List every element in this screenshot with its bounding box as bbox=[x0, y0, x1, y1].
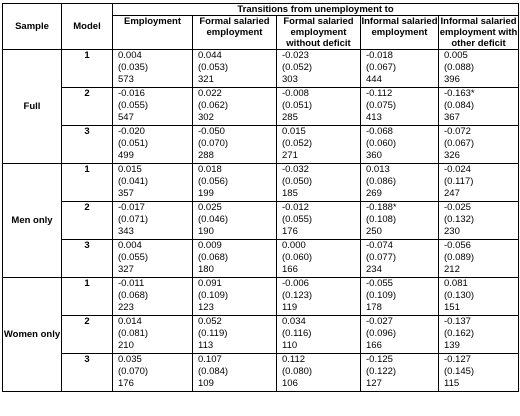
observations: 127 bbox=[366, 378, 382, 389]
coefficient: 0.107 bbox=[198, 354, 222, 365]
standard-error: (0.081) bbox=[118, 328, 149, 339]
standard-error: (0.116) bbox=[282, 328, 312, 339]
coefficient: -0.055 bbox=[366, 278, 393, 289]
coefficient: 0.022 bbox=[198, 88, 222, 99]
model-label: 3 bbox=[84, 126, 90, 137]
observations: 327 bbox=[118, 264, 134, 275]
observations: 113 bbox=[198, 340, 214, 351]
coefficient: 0.015 bbox=[282, 126, 306, 137]
standard-error: (0.077) bbox=[366, 252, 397, 263]
estimate-cell bbox=[361, 126, 439, 164]
estimate-cell bbox=[439, 354, 519, 392]
estimate-cell bbox=[361, 88, 439, 126]
observations: 444 bbox=[366, 74, 382, 85]
observations: 247 bbox=[444, 188, 460, 199]
observations: 212 bbox=[444, 264, 460, 275]
estimate-cell bbox=[361, 50, 439, 88]
observations: 123 bbox=[198, 302, 214, 313]
coefficient: -0.112 bbox=[366, 88, 393, 99]
model-number bbox=[62, 316, 113, 354]
observations: 326 bbox=[444, 150, 460, 161]
col-header-informal: Informal salaried employment bbox=[361, 16, 439, 50]
col-header-formal: Formal salaried employment bbox=[193, 16, 277, 50]
model-number bbox=[62, 88, 113, 126]
observations: 547 bbox=[118, 112, 134, 123]
estimate-cell bbox=[439, 202, 519, 240]
observations: 176 bbox=[118, 378, 134, 389]
observations: 166 bbox=[282, 264, 298, 275]
standard-error: (0.109) bbox=[366, 290, 397, 301]
model-header: Model bbox=[62, 4, 113, 50]
col-header-employment: Employment bbox=[113, 16, 193, 50]
estimate-cell bbox=[113, 202, 193, 240]
table-row bbox=[3, 164, 519, 202]
estimate-cell bbox=[439, 164, 519, 202]
observations: 223 bbox=[118, 302, 134, 313]
table-row bbox=[3, 126, 519, 164]
observations: 288 bbox=[198, 150, 214, 161]
standard-error: (0.088) bbox=[444, 62, 475, 73]
observations: 110 bbox=[282, 340, 298, 351]
estimate-cell bbox=[113, 88, 193, 126]
coefficient: -0.018 bbox=[366, 50, 393, 61]
coefficient: -0.024 bbox=[444, 164, 471, 175]
observations: 166 bbox=[366, 340, 382, 351]
standard-error: (0.070) bbox=[118, 366, 149, 377]
standard-error: (0.067) bbox=[444, 138, 475, 149]
coefficient: 0.009 bbox=[198, 240, 222, 251]
sample-header: Sample bbox=[3, 4, 62, 50]
model-number bbox=[62, 202, 113, 240]
standard-error: (0.070) bbox=[198, 138, 229, 149]
observations: 199 bbox=[198, 188, 214, 199]
standard-error: (0.050) bbox=[282, 176, 313, 187]
standard-error: (0.056) bbox=[198, 176, 229, 187]
estimate-cell bbox=[113, 164, 193, 202]
coefficient: 0.091 bbox=[198, 278, 222, 289]
coefficient: -0.027 bbox=[366, 316, 393, 327]
coefficient: -0.050 bbox=[198, 126, 225, 137]
coefficient: 0.013 bbox=[366, 164, 390, 175]
estimate-cell bbox=[277, 354, 361, 392]
estimate-cell bbox=[277, 164, 361, 202]
observations: 573 bbox=[118, 74, 134, 85]
observations: 185 bbox=[282, 188, 298, 199]
standard-error: (0.052) bbox=[282, 138, 313, 149]
observations: 302 bbox=[198, 112, 214, 123]
coefficient: 0.044 bbox=[198, 50, 222, 61]
model-number bbox=[62, 354, 113, 392]
estimate-cell bbox=[277, 278, 361, 316]
estimate-cell bbox=[113, 278, 193, 316]
estimate-cell bbox=[193, 278, 277, 316]
standard-error: (0.051) bbox=[118, 138, 149, 149]
observations: 269 bbox=[366, 188, 382, 199]
model-number bbox=[62, 278, 113, 316]
table-row bbox=[3, 50, 519, 88]
table-row bbox=[3, 316, 519, 354]
observations: 360 bbox=[366, 150, 382, 161]
standard-error: (0.145) bbox=[444, 366, 475, 377]
table-row bbox=[3, 240, 519, 278]
observations: 250 bbox=[366, 226, 382, 237]
observations: 180 bbox=[198, 264, 214, 275]
coefficient: -0.006 bbox=[282, 278, 309, 289]
estimate-cell bbox=[439, 88, 519, 126]
col-header-formal-no-deficit: Formal salaried employment without deficit bbox=[277, 16, 361, 50]
coefficient: 0.034 bbox=[282, 316, 306, 327]
standard-error: (0.117) bbox=[444, 176, 474, 187]
standard-error: (0.080) bbox=[282, 366, 313, 377]
estimate-cell bbox=[113, 316, 193, 354]
observations: 234 bbox=[366, 264, 382, 275]
observations: 367 bbox=[444, 112, 460, 123]
standard-error: (0.055) bbox=[118, 100, 149, 111]
estimate-cell bbox=[193, 202, 277, 240]
model-number bbox=[62, 126, 113, 164]
estimate-cell bbox=[439, 278, 519, 316]
observations: 285 bbox=[282, 112, 298, 123]
model-label: 1 bbox=[84, 50, 90, 61]
estimate-cell bbox=[361, 278, 439, 316]
observations: 271 bbox=[282, 150, 298, 161]
standard-error: (0.060) bbox=[366, 138, 397, 149]
standard-error: (0.130) bbox=[444, 290, 475, 301]
estimate-cell bbox=[113, 354, 193, 392]
standard-error: (0.075) bbox=[366, 100, 397, 111]
standard-error: (0.123) bbox=[282, 290, 313, 301]
standard-error: (0.119) bbox=[198, 328, 228, 339]
coefficient: -0.032 bbox=[282, 164, 309, 175]
estimate-cell bbox=[361, 202, 439, 240]
coefficient: -0.163* bbox=[444, 88, 475, 99]
standard-error: (0.132) bbox=[444, 214, 475, 225]
estimate-cell bbox=[277, 316, 361, 354]
table-row bbox=[3, 202, 519, 240]
coefficient: 0.112 bbox=[282, 354, 306, 365]
observations: 139 bbox=[444, 340, 460, 351]
estimate-cell bbox=[193, 126, 277, 164]
observations: 499 bbox=[118, 150, 134, 161]
table-body bbox=[3, 50, 519, 392]
standard-error: (0.053) bbox=[198, 62, 229, 73]
observations: 230 bbox=[444, 226, 460, 237]
coefficient: 0.081 bbox=[444, 278, 468, 289]
coefficient: -0.127 bbox=[444, 354, 471, 365]
standard-error: (0.052) bbox=[282, 62, 313, 73]
estimate-cell bbox=[277, 202, 361, 240]
observations: 210 bbox=[118, 340, 134, 351]
estimate-cell bbox=[277, 240, 361, 278]
observations: 109 bbox=[198, 378, 214, 389]
observations: 178 bbox=[366, 302, 382, 313]
observations: 343 bbox=[118, 226, 134, 237]
standard-error: (0.086) bbox=[366, 176, 397, 187]
model-number bbox=[62, 240, 113, 278]
table-row bbox=[3, 278, 519, 316]
observations: 303 bbox=[282, 74, 298, 85]
standard-error: (0.089) bbox=[444, 252, 475, 263]
standard-error: (0.162) bbox=[444, 328, 475, 339]
coefficient: -0.025 bbox=[444, 202, 471, 213]
observations: 357 bbox=[118, 188, 134, 199]
estimate-cell bbox=[193, 240, 277, 278]
standard-error: (0.055) bbox=[282, 214, 313, 225]
col-header-informal-other-deficit: Informal salaried employment with other deficit bbox=[439, 16, 518, 49]
coefficient: -0.020 bbox=[118, 126, 145, 137]
estimate-cell bbox=[439, 316, 519, 354]
observations: 190 bbox=[198, 226, 214, 237]
standard-error: (0.062) bbox=[198, 100, 229, 111]
observations: 413 bbox=[366, 112, 382, 123]
coefficient: 0.014 bbox=[118, 316, 142, 327]
coefficient: -0.188* bbox=[366, 202, 397, 213]
coefficient: -0.056 bbox=[444, 240, 471, 251]
coefficient: -0.074 bbox=[366, 240, 393, 251]
standard-error: (0.109) bbox=[198, 290, 229, 301]
coefficient: -0.137 bbox=[444, 316, 471, 327]
sample-label: Men only bbox=[3, 164, 62, 278]
standard-error: (0.060) bbox=[282, 252, 313, 263]
observations: 115 bbox=[444, 378, 460, 389]
coefficient: 0.018 bbox=[198, 164, 222, 175]
standard-error: (0.051) bbox=[282, 100, 313, 111]
coefficient: 0.004 bbox=[118, 50, 142, 61]
observations: 151 bbox=[444, 302, 460, 313]
estimate-cell bbox=[439, 240, 519, 278]
estimate-cell bbox=[193, 316, 277, 354]
estimate-cell bbox=[361, 240, 439, 278]
coefficient: 0.035 bbox=[118, 354, 142, 365]
coefficient: 0.025 bbox=[198, 202, 222, 213]
table-row bbox=[3, 88, 519, 126]
transitions-header: Transitions from unemployment to bbox=[113, 4, 519, 16]
observations: 106 bbox=[282, 378, 298, 389]
model-number bbox=[62, 164, 113, 202]
model-label: 3 bbox=[84, 354, 90, 365]
coefficient: -0.011 bbox=[118, 278, 145, 289]
estimate-cell bbox=[439, 50, 519, 88]
standard-error: (0.071) bbox=[118, 214, 149, 225]
model-label: 2 bbox=[84, 316, 90, 327]
standard-error: (0.055) bbox=[118, 252, 149, 263]
standard-error: (0.067) bbox=[366, 62, 397, 73]
coefficient: -0.072 bbox=[444, 126, 471, 137]
coefficient: 0.015 bbox=[118, 164, 142, 175]
model-label: 3 bbox=[84, 240, 90, 251]
estimate-cell bbox=[361, 354, 439, 392]
coefficient: -0.125 bbox=[366, 354, 393, 365]
observations: 176 bbox=[282, 226, 298, 237]
coefficient: -0.016 bbox=[118, 88, 145, 99]
observations: 321 bbox=[198, 74, 214, 85]
estimate-cell bbox=[277, 126, 361, 164]
sample-label: Full bbox=[3, 50, 62, 164]
standard-error: (0.122) bbox=[366, 366, 397, 377]
estimate-cell bbox=[439, 126, 519, 164]
estimate-cell bbox=[361, 164, 439, 202]
estimate-cell bbox=[193, 88, 277, 126]
model-label: 2 bbox=[84, 202, 90, 213]
coefficient: -0.017 bbox=[118, 202, 145, 213]
coefficient: 0.004 bbox=[118, 240, 142, 251]
coefficient: -0.008 bbox=[282, 88, 309, 99]
estimate-cell bbox=[277, 88, 361, 126]
sample-label: Women only bbox=[3, 278, 62, 392]
standard-error: (0.084) bbox=[198, 366, 229, 377]
estimate-cell bbox=[361, 316, 439, 354]
model-label: 1 bbox=[84, 278, 90, 289]
table-row bbox=[3, 354, 519, 392]
standard-error: (0.035) bbox=[118, 62, 149, 73]
coefficient: -0.023 bbox=[282, 50, 309, 61]
observations: 396 bbox=[444, 74, 460, 85]
model-number bbox=[62, 50, 113, 88]
standard-error: (0.046) bbox=[198, 214, 229, 225]
estimate-cell bbox=[113, 50, 193, 88]
model-label: 1 bbox=[84, 164, 90, 175]
estimate-cell bbox=[113, 126, 193, 164]
standard-error: (0.041) bbox=[118, 176, 149, 187]
model-label: 2 bbox=[84, 88, 90, 99]
standard-error: (0.108) bbox=[366, 214, 397, 225]
coefficient: 0.005 bbox=[444, 50, 468, 61]
observations: 119 bbox=[282, 302, 298, 313]
coefficient: -0.012 bbox=[282, 202, 309, 213]
estimate-cell bbox=[113, 240, 193, 278]
estimate-cell bbox=[193, 50, 277, 88]
coefficient: 0.000 bbox=[282, 240, 306, 251]
standard-error: (0.084) bbox=[444, 100, 475, 111]
estimate-cell bbox=[193, 354, 277, 392]
standard-error: (0.096) bbox=[366, 328, 397, 339]
estimate-cell bbox=[277, 50, 361, 88]
standard-error: (0.068) bbox=[198, 252, 229, 263]
coefficient: 0.052 bbox=[198, 316, 222, 327]
estimate-cell bbox=[193, 164, 277, 202]
coefficient: -0.068 bbox=[366, 126, 393, 137]
results-table bbox=[2, 3, 519, 392]
standard-error: (0.068) bbox=[118, 290, 149, 301]
